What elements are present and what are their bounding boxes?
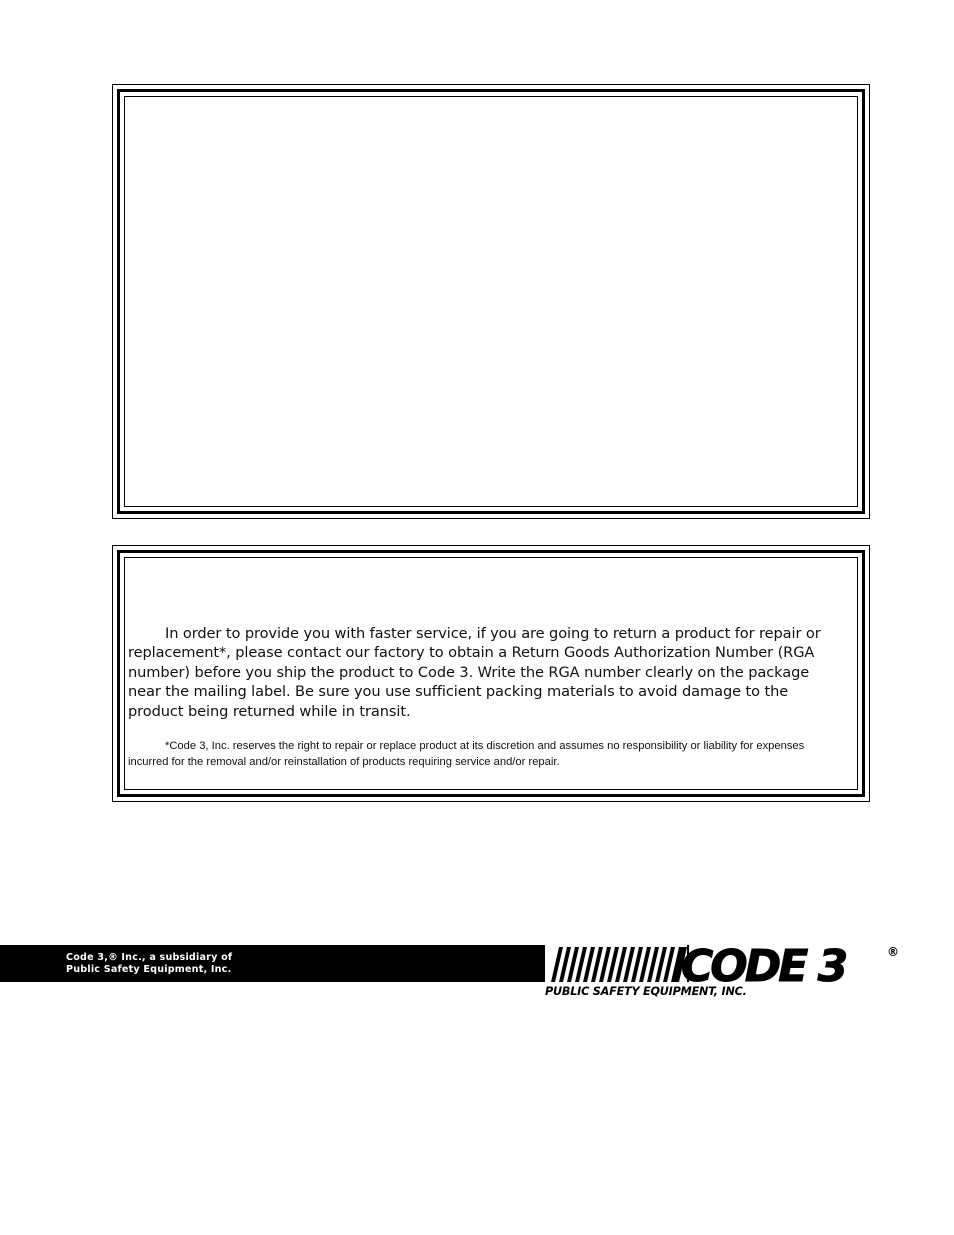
rga-paragraph: In order to provide you with faster service, if you are going to return a product for repair or replacement*, please contact our factory to obtain a Return Goods Authorization Number (RGA number) before you ship the product to Code 3. Write the RGA number clearly on the package near the mailing label. Be sure you use sufficient packing materials to avoid damage to the product being returned while in transit. [128, 625, 821, 720]
logo-registered: ® [887, 945, 899, 959]
box-border-outer [117, 89, 865, 514]
logo-wordmark: CODE 3 [681, 941, 846, 992]
rga-footnote: *Code 3, Inc. reserves the right to repair or replace product at its discretion and assumes no responsibility or liability for expenses incurred for the removal and/or reinstallation of products requiring service and/or repair. [128, 740, 805, 768]
rga-footnote-block [128, 738, 842, 770]
box-border-inner [124, 96, 858, 507]
empty-warranty-box [112, 84, 870, 519]
rga-paragraph-block [128, 624, 842, 721]
footer-line-2: Public Safety Equipment, Inc. [66, 963, 232, 975]
footer-line-1: Code 3,® Inc., a subsidiary of [66, 952, 233, 963]
logo-tagline: PUBLIC SAFETY EQUIPMENT, INC. [545, 985, 747, 998]
footer-company-text [66, 952, 232, 975]
logo-inc: INC. [851, 975, 865, 982]
code3-logo [545, 938, 905, 998]
